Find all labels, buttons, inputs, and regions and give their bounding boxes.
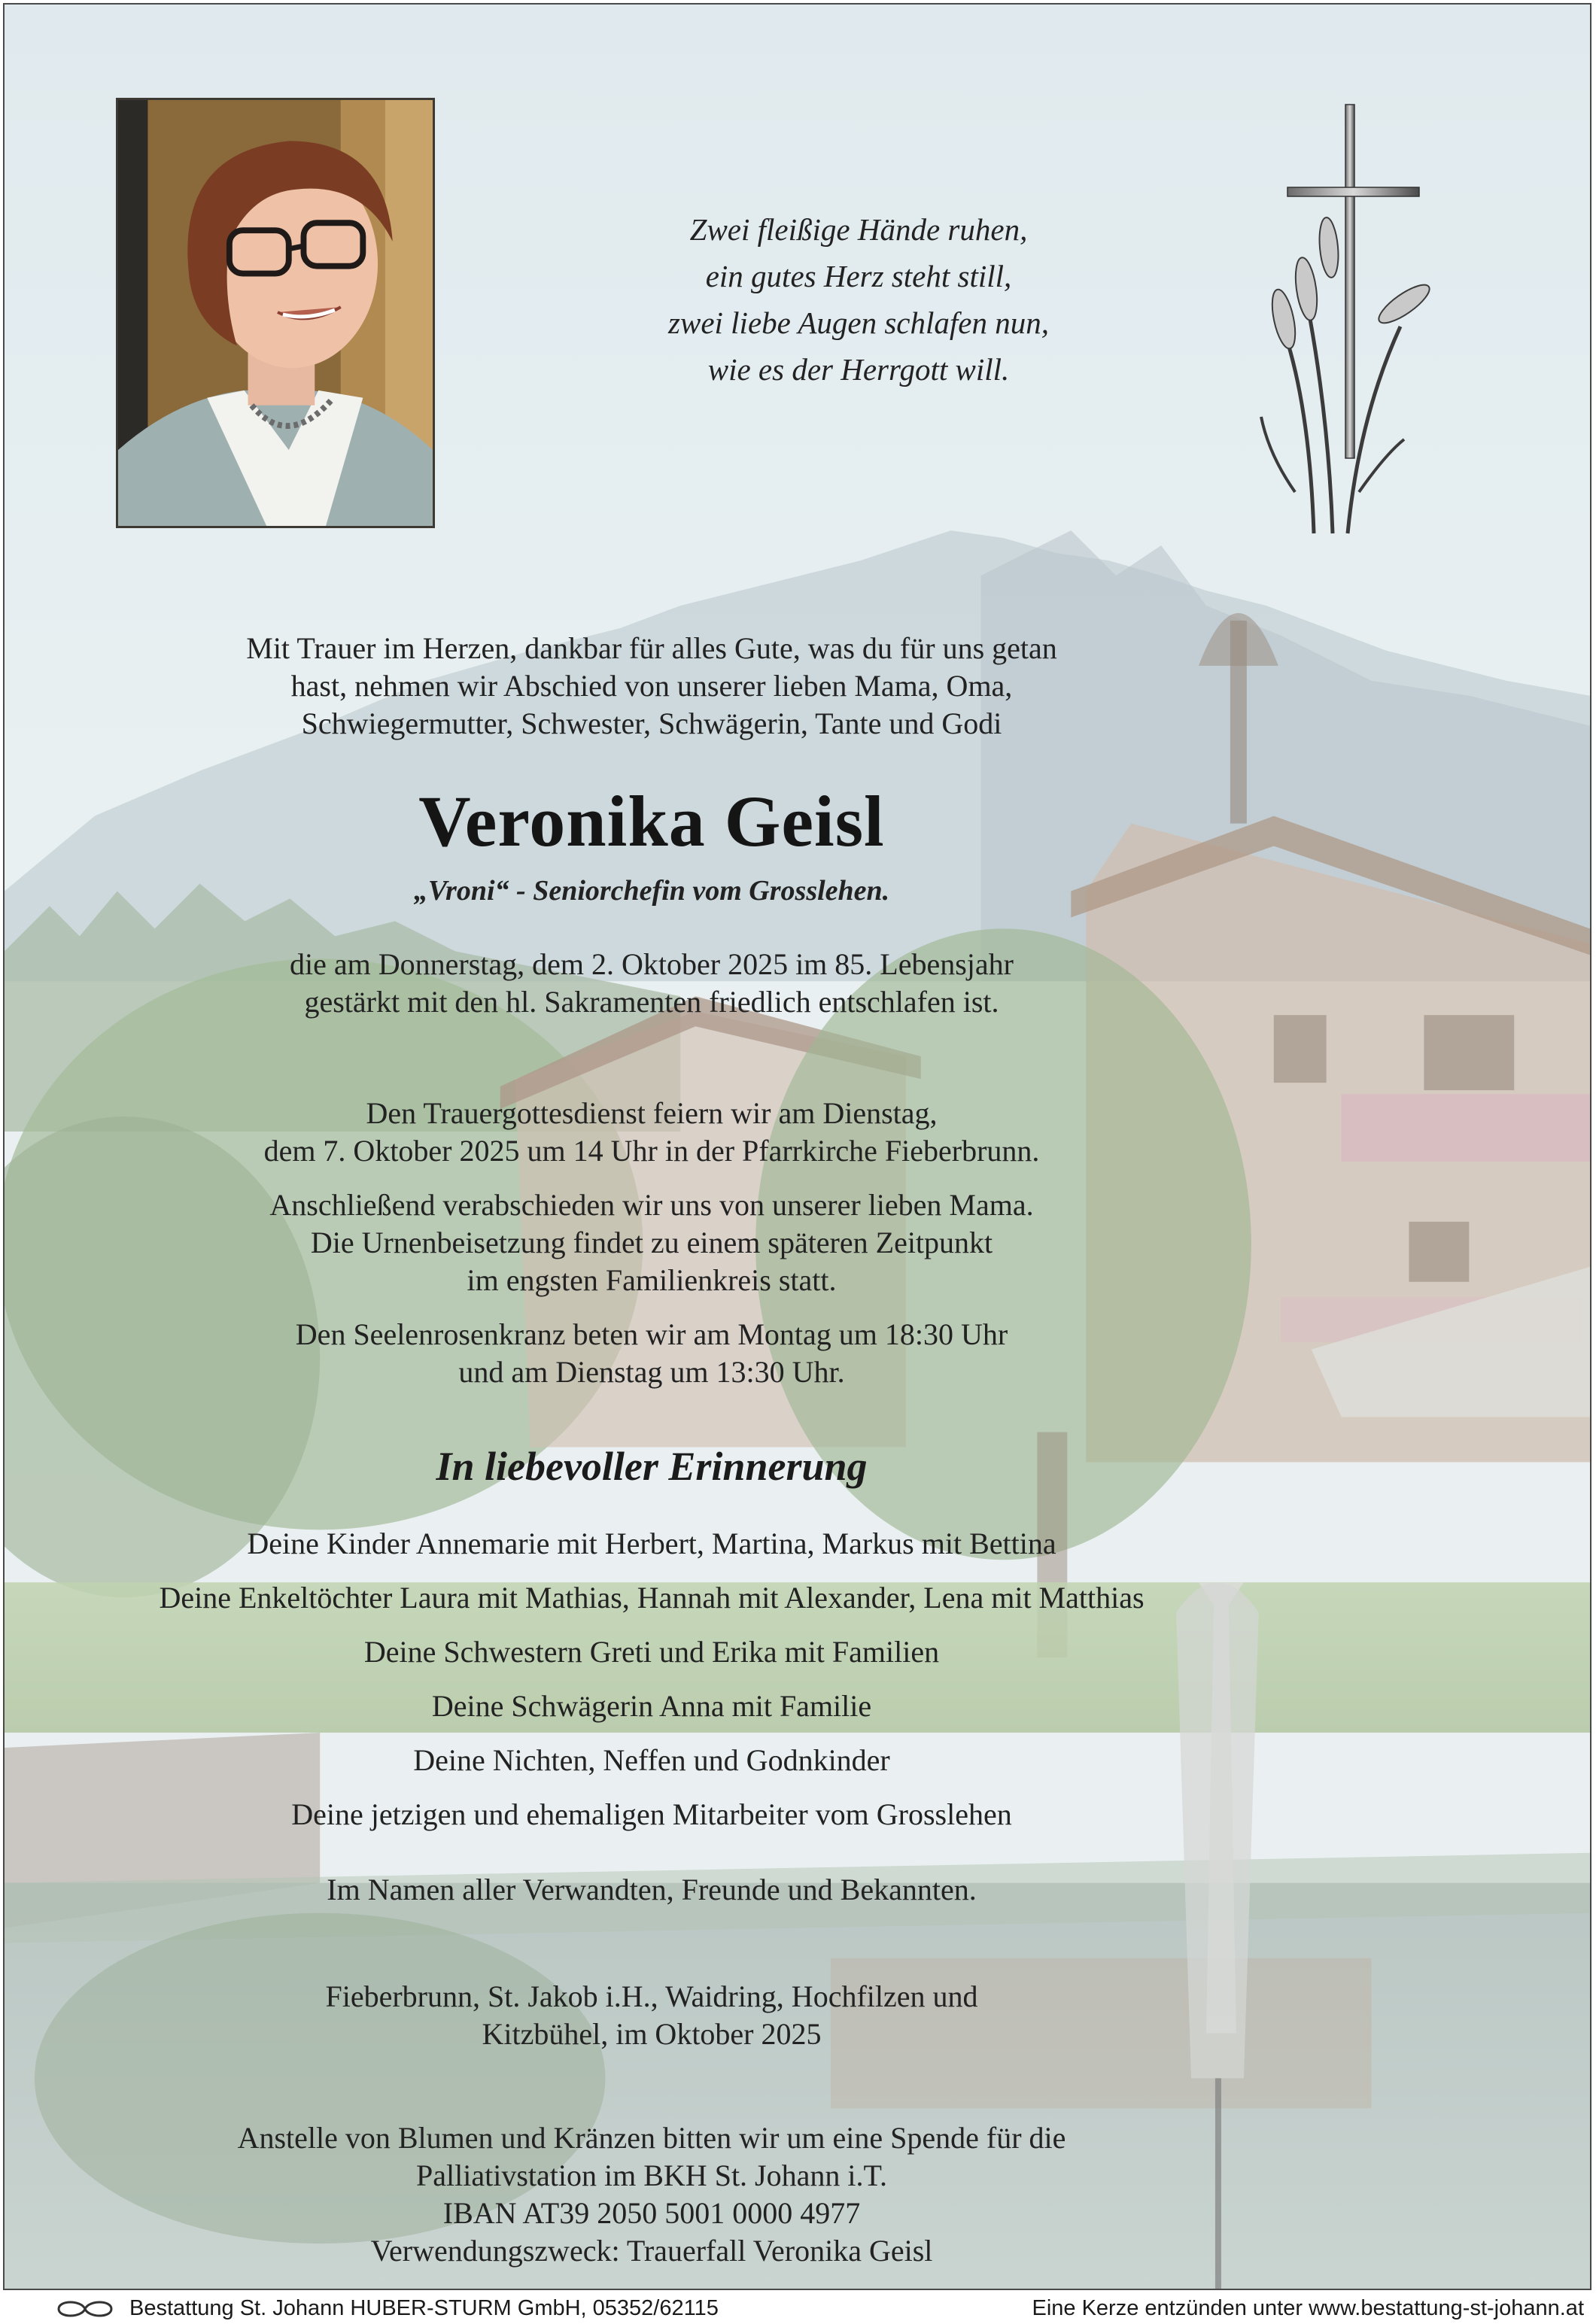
poem-line: zwei liebe Augen schlafen nun, — [668, 305, 1049, 340]
mourner-line: Deine Kinder Annemarie mit Herbert, Martina, Markus mit Bettina — [247, 1527, 1056, 1560]
closing-line: Im Namen aller Verwandten, Freunde und Bekannten. — [327, 1873, 977, 1906]
infinity-logo-icon — [51, 2297, 119, 2321]
mourner-line: Deine Schwestern Greti und Erika mit Familien — [363, 1635, 940, 1669]
donation-line: IBAN AT39 2050 5001 0000 4977 — [442, 2196, 861, 2230]
footer-company-text: Bestattung St. Johann HUBER-STURM GmbH, 05352/62115 — [129, 2296, 719, 2320]
mourner-line: Deine jetzigen und ehemaligen Mitarbeiter vom Grosslehen — [291, 1797, 1012, 1831]
service-line: und am Dienstag um 13:30 Uhr. — [458, 1355, 845, 1389]
cross-wheat-icon — [1254, 101, 1442, 545]
service-line: dem 7. Oktober 2025 um 14 Uhr in der Pfarrkirche Fieberbrunn. — [263, 1134, 1040, 1168]
death-notice-line: die am Donnerstag, dem 2. Oktober 2025 im 85. Lebensjahr — [290, 947, 1014, 981]
footer-company — [51, 2296, 719, 2321]
service-line: Den Seelenrosenkranz beten wir am Montag um 18:30 Uhr — [295, 1317, 1008, 1351]
death-notice-line: gestärkt mit den hl. Sakramenten friedlich entschlafen ist. — [304, 985, 999, 1019]
service-line: im engsten Familienkreis statt. — [467, 1263, 837, 1297]
footer-candle-link[interactable]: Eine Kerze entzünden unter www.bestattung-st-johann.at — [1032, 2296, 1584, 2320]
service-line: Den Trauergottesdienst feiern wir am Dienstag, — [366, 1096, 938, 1130]
place-date-line: Fieberbrunn, St. Jakob i.H., Waidring, Hochfilzen und — [325, 1979, 978, 2013]
donation-line: Anstelle von Blumen und Kränzen bitten wir um eine Spende für die — [237, 2121, 1066, 2155]
memory-title: In liebevoller Erinnerung — [436, 1444, 868, 1489]
deceased-name: Veronika Geisl — [418, 781, 885, 861]
intro-line: hast, nehmen wir Abschied von unserer lieben Mama, Oma, — [290, 669, 1013, 703]
mourner-line: Deine Schwägerin Anna mit Familie — [431, 1689, 872, 1723]
donation-line: Palliativstation im BKH St. Johann i.T. — [416, 2158, 887, 2192]
service-line: Die Urnenbeisetzung findet zu einem späteren Zeitpunkt — [310, 1226, 993, 1259]
deceased-nickname: „Vroni“ - Seniorchefin vom Grosslehen. — [413, 875, 890, 907]
poem — [561, 206, 1156, 393]
portrait-photo — [116, 98, 435, 528]
poem-line: Zwei fleißige Hände ruhen, — [689, 212, 1028, 247]
intro-line: Mit Trauer im Herzen, dankbar für alles Gute, was du für uns getan — [246, 631, 1057, 665]
mourner-line: Deine Enkeltöchter Laura mit Mathias, Hannah mit Alexander, Lena mit Matthias — [159, 1581, 1145, 1615]
poem-line: ein gutes Herz steht still, — [705, 259, 1012, 293]
intro-line: Schwiegermutter, Schwester, Schwägerin, Tante und Godi — [301, 706, 1002, 740]
poem-line: wie es der Herrgott will. — [707, 352, 1010, 387]
mourner-line: Deine Nichten, Neffen und Godnkinder — [413, 1743, 890, 1777]
place-date-line: Kitzbühel, im Oktober 2025 — [482, 2017, 822, 2051]
footer — [0, 2295, 1596, 2324]
donation-line: Verwendungszweck: Trauerfall Veronika Geisl — [370, 2234, 933, 2268]
parte-sheet — [3, 3, 1591, 2290]
service-line: Anschließend verabschieden wir uns von unserer lieben Mama. — [269, 1188, 1034, 1222]
